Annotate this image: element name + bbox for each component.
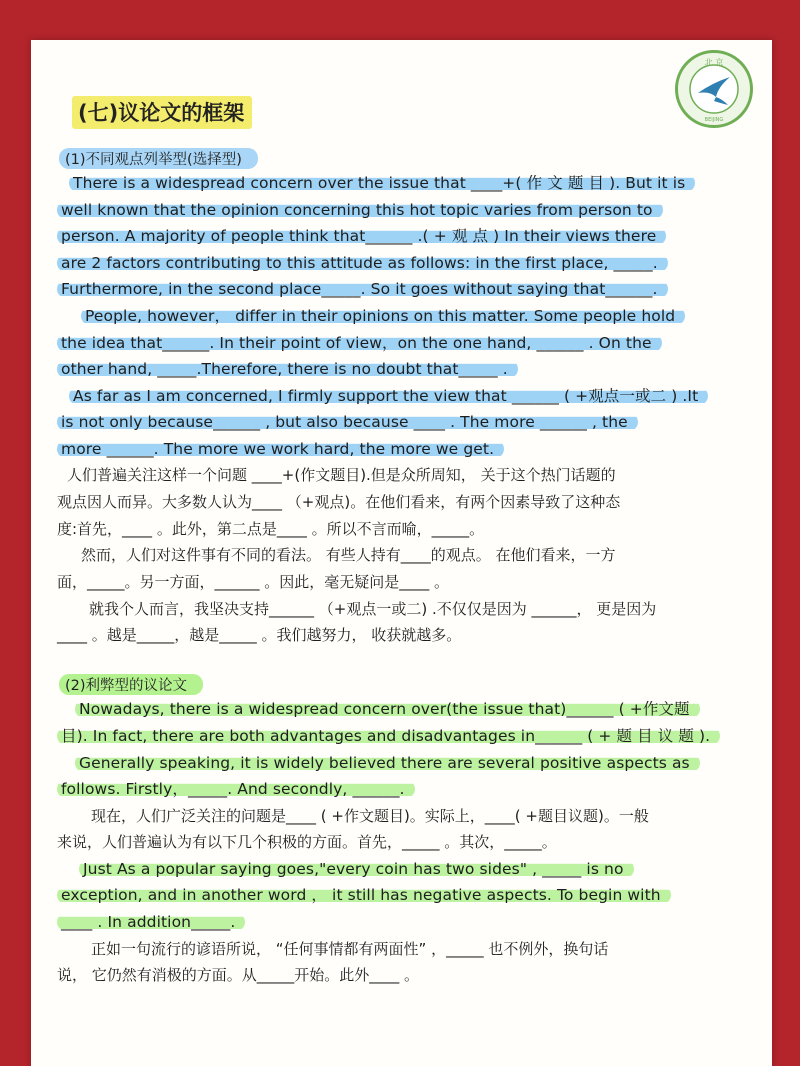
paragraph-line: more ______. The more we work hard, the more we get.	[57, 437, 504, 462]
document-page	[31, 40, 772, 1066]
paragraph-line: As far as I am concerned, I firmly support the view that ______ ( +观点一或二 ) .It	[69, 384, 708, 409]
paragraph-line: ____ . In addition_____.	[57, 910, 245, 935]
paragraph-line: exception, and in another word ， it still has negative aspects. To begin with	[57, 883, 671, 908]
translation-line: 就我个人而言，我坚决支持______ （+观点一或二) .不仅仅是因为 ______， 更是因为	[89, 600, 657, 618]
paragraph-line: person. A majority of people think that______ .( + 观 点 ) In their views there	[57, 224, 666, 249]
paragraph-line: the idea that______. In their point of view，on the one hand, ______ . On the	[57, 331, 662, 356]
translation-line: 然而，人们对这件事有不同的看法。 有些人持有____的观点。 在他们看来，一方	[81, 546, 616, 564]
paragraph-line: other hand, _____.Therefore, there is no doubt that_____ .	[57, 357, 518, 382]
translation-line: 现在，人们广泛关注的问题是____ ( +作文题目)。实际上，____( +题目议题)。一般	[91, 807, 649, 825]
swallow-icon	[678, 53, 750, 125]
translation-line: 面，_____。另一方面，______ 。因此，毫无疑问是____ 。	[57, 573, 450, 591]
paragraph-line: Nowadays, there is a widespread concern over(the issue that)______ ( +作文题	[75, 697, 700, 722]
page-title: (七)议论文的框架	[72, 96, 252, 129]
translation-line: 正如一句流行的谚语所说， “任何事情都有两面性” ，_____ 也不例外，换句话	[91, 940, 609, 958]
translation-line: 人们普遍关注这样一个问题 ____+(作文题目).但是众所周知， 关于这个热门话题的	[67, 466, 616, 484]
paragraph-line: follows. Firstly，_____. And secondly, ______.	[57, 777, 415, 802]
paragraph-line: are 2 factors contributing to this attitude as follows: in the first place, _____.	[57, 251, 668, 276]
translation-line: 度:首先，____ 。此外，第二点是____ 。所以不言而喻，_____。	[57, 520, 485, 538]
translation-line: 观点因人而异。大多数人认为____ （+观点)。在他们看来，有两个因素导致了这种态	[57, 493, 621, 511]
logo-emblem	[675, 50, 753, 128]
paragraph-line: 目). In fact, there are both advantages and disadvantages in______ ( + 题 目 议 题 ).	[57, 724, 720, 749]
translation-line: ____ 。越是_____，越是_____ 。我们越努力， 收获就越多。	[57, 626, 462, 644]
paragraph-line: Generally speaking, it is widely believed there are several positive aspects as	[75, 751, 700, 776]
section2-heading: (2)利弊型的议论文	[59, 674, 203, 695]
svg-text:BEIJING: BEIJING	[704, 117, 724, 123]
paragraph-line: is not only because______ , but also because ____ . The more ______ , the	[57, 410, 638, 435]
paragraph-line: People, however， differ in their opinions on this matter. Some people hold	[81, 304, 685, 329]
paragraph-line: Furthermore, in the second place_____. So it goes without saying that______.	[57, 277, 668, 302]
paragraph-line: There is a widespread concern over the issue that ____+( 作 文 题 目 ). But it is	[69, 171, 695, 196]
translation-line: 说， 它仍然有消极的方面。从_____开始。此外____ 。	[57, 966, 420, 984]
svg-text:北 京: 北 京	[704, 58, 724, 67]
section1-heading: (1)不同观点列举型(选择型)	[59, 148, 258, 169]
paragraph-line: Just As a popular saying goes,"every coin has two sides" , _____ is no	[79, 857, 634, 882]
translation-line: 来说，人们普遍认为有以下几个积极的方面。首先，_____ 。其次，_____。	[57, 833, 557, 851]
paragraph-line: well known that the opinion concerning this hot topic varies from person to	[57, 198, 663, 223]
